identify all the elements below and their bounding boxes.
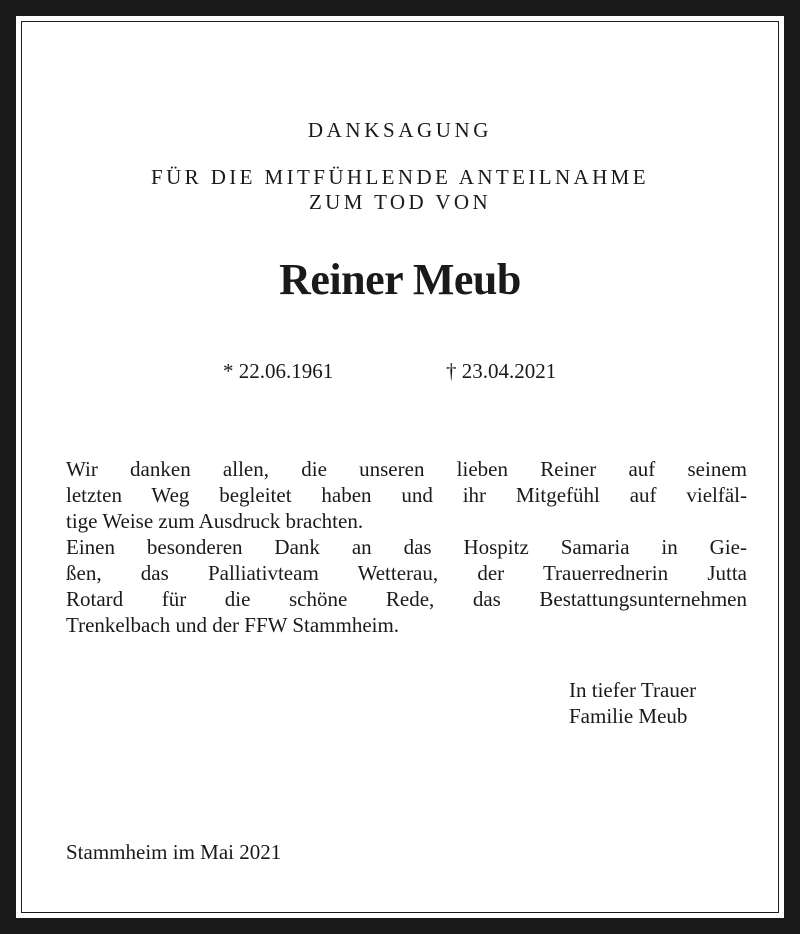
notice-frame (16, 16, 784, 918)
body-line: letzten Weg begleitet haben und ihr Mitgefühl auf vielfäl- (66, 483, 747, 507)
body-line: ßen, das Palliativteam Wetterau, der Trauerrednerin Jutta (66, 561, 747, 585)
signature-line-2: Familie Meub (569, 704, 688, 728)
subheading-line-1: FÜR DIE MITFÜHLENDE ANTEILNAHME (151, 165, 649, 189)
birth-date: * 22.06.1961 (223, 359, 334, 383)
signature-line-1: In tiefer Trauer (569, 678, 697, 702)
death-date: † 23.04.2021 (446, 359, 557, 383)
body-line: tige Weise zum Ausdruck brachten. (66, 509, 364, 533)
notice-heading: DANKSAGUNG (307, 118, 493, 142)
body-line: Wir danken allen, die unseren lieben Reiner auf seinem (66, 457, 747, 481)
notice-subheading (22, 165, 778, 215)
thanks-paragraph (66, 456, 747, 638)
body-line: Einen besonderen Dank an das Hospitz Samaria in Gie- (66, 535, 747, 559)
body-line: Trenkelbach und der FFW Stammheim. (66, 613, 400, 637)
deceased-name: Reiner Meub (279, 255, 521, 304)
place-and-date: Stammheim im Mai 2021 (66, 840, 282, 864)
body-line: Rotard für die schöne Rede, das Bestattungsunternehmen (66, 587, 747, 611)
signature-block (569, 677, 696, 729)
subheading-line-2: ZUM TOD VON (308, 190, 492, 214)
notice-inner-border (21, 21, 779, 913)
